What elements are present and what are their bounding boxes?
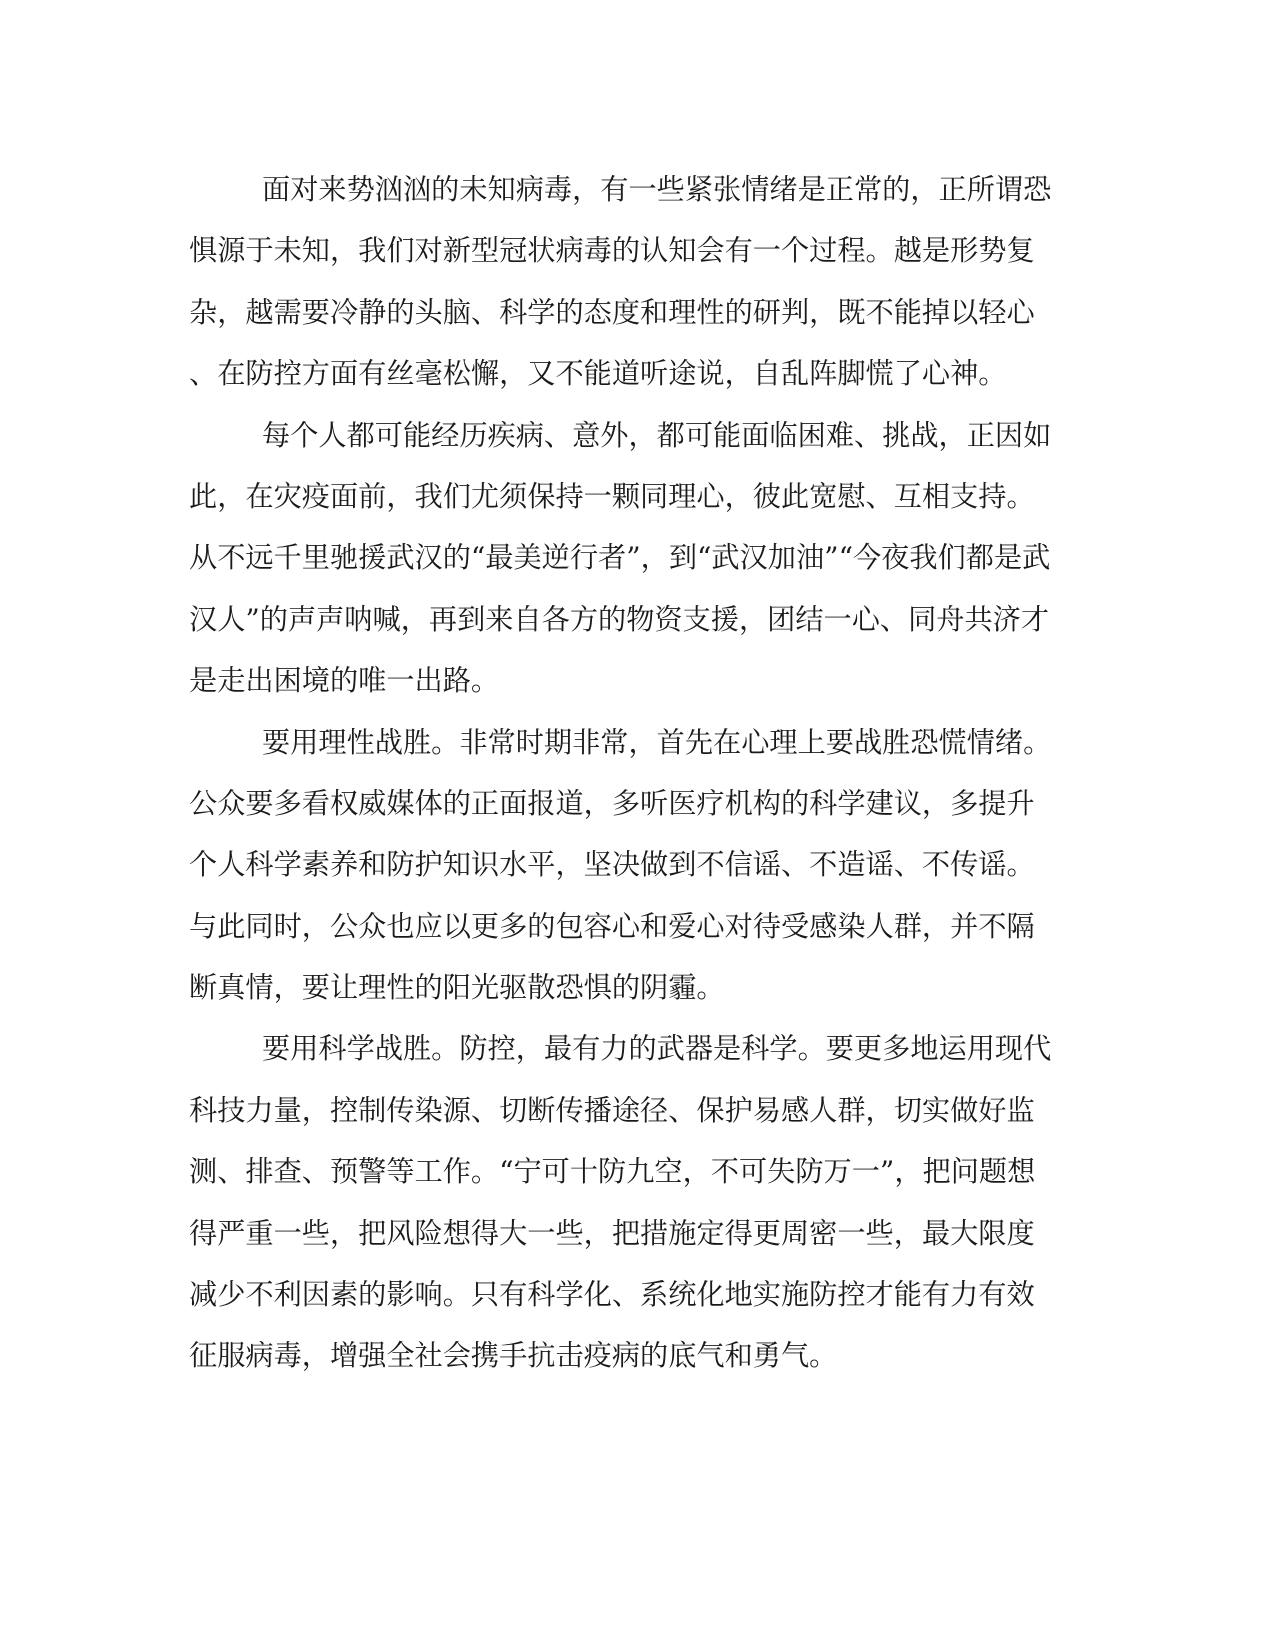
paragraph-1 xyxy=(189,159,1069,405)
paragraph-3 xyxy=(189,712,1069,1019)
paragraph-line: 每个人都可能经历疾病、意外，都可能面临困难、挑战，正因如 xyxy=(262,418,1052,452)
paragraph-line: 杂，越需要冷静的头脑、科学的态度和理性的研判，既不能掉以轻心 xyxy=(189,295,1035,329)
paragraph-line: 此，在灾疫面前，我们尤须保持一颗同理心，彼此宽慰、互相支持。 xyxy=(189,479,1035,513)
paragraph-line: 与此同时，公众也应以更多的包容心和爱心对待受感染人群，并不隔 xyxy=(189,909,1035,943)
paragraph-line: 减少不利因素的影响。只有科学化、系统化地实施防控才能有力有效 xyxy=(189,1278,1035,1312)
paragraph-line: 科技力量，控制传染源、切断传播途径、保护易感人群，切实做好监 xyxy=(189,1093,1035,1127)
paragraph-line: 测、排查、预警等工作。“宁可十防九空，不可失防万一”，把问题想 xyxy=(189,1155,1036,1189)
paragraph-line: 、在防控方面有丝毫松懈，又不能道听途说，自乱阵脚慌了心神。 xyxy=(189,357,1007,391)
paragraph-line: 要用科学战胜。防控，最有力的武器是科学。要更多地运用现代 xyxy=(262,1032,1052,1066)
paragraph-line: 断真情，要让理性的阳光驱散恐惧的阴霾。 xyxy=(189,971,725,1005)
paragraph-line: 公众要多看权威媒体的正面报道，多听医疗机构的科学建议，多提升 xyxy=(189,786,1035,820)
paragraph-line: 汉人”的声声呐喊，再到来自各方的物资支援，团结一心、同舟共济才 xyxy=(189,602,1050,636)
paragraph-line: 征服病毒，增强全社会携手抗击疫病的底气和勇气。 xyxy=(189,1339,838,1373)
document-body xyxy=(189,159,1069,1387)
paragraph-line: 面对来势汹汹的未知病毒，有一些紧张情绪是正常的，正所谓恐 xyxy=(262,173,1052,206)
paragraph-line: 惧源于未知，我们对新型冠状病毒的认知会有一个过程。越是形势复 xyxy=(189,234,1035,268)
paragraph-line: 个人科学素养和防护知识水平，坚决做到不信谣、不造谣、不传谣。 xyxy=(189,848,1035,882)
paragraph-line: 是走出困境的唯一出路。 xyxy=(189,664,500,698)
paragraph-4 xyxy=(189,1018,1069,1386)
paragraph-line: 从不远千里驰援武汉的“最美逆行者”，到“武汉加油”“今夜我们都是武 xyxy=(189,541,1051,575)
paragraph-line: 得严重一些，把风险想得大一些，把措施定得更周密一些，最大限度 xyxy=(189,1216,1035,1250)
paragraph-line: 要用理性战胜。非常时期非常，首先在心理上要战胜恐慌情绪。 xyxy=(262,725,1052,759)
paragraph-2 xyxy=(189,405,1069,712)
